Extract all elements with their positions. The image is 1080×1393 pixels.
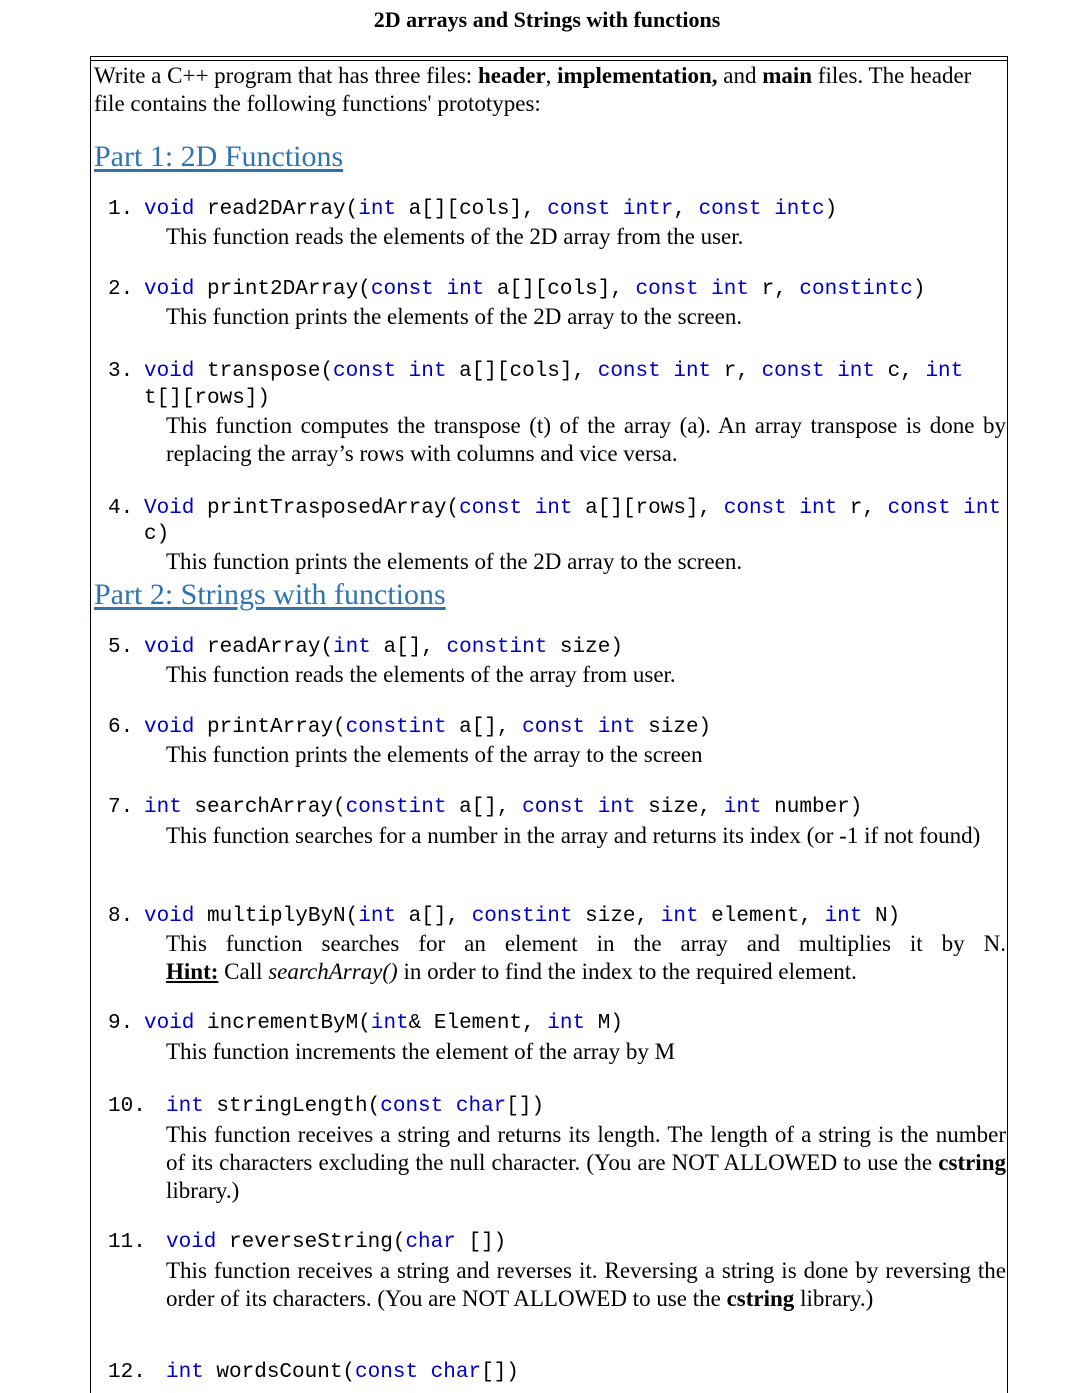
description-line: This function searches for an element in the array and multiplies it by N. (166, 931, 1006, 956)
code-keyword: int (166, 1361, 204, 1384)
code-text (787, 497, 800, 520)
code-text (396, 360, 409, 383)
code-text: []) (481, 1361, 519, 1384)
intro-text: files. The header file contains the following functions' prototypes: (94, 63, 972, 116)
code-text: reverseString( (216, 1231, 406, 1254)
code-text (418, 1361, 431, 1384)
item-number: 3. (108, 360, 134, 383)
code-text: searchArray( (181, 796, 346, 819)
description-text: library.) (166, 1178, 240, 1203)
code-text: print2DArray( (194, 278, 371, 301)
code-keyword: const (597, 360, 661, 383)
intro-text: and (717, 63, 763, 88)
function-description: This function prints the elements of the 2D array to the screen. (166, 549, 743, 574)
code-text: r, (711, 360, 762, 383)
code-keyword: Void (144, 497, 195, 520)
code-text (443, 1095, 456, 1118)
code-text: []) (455, 1231, 507, 1254)
code-text: a[][rows], (572, 497, 724, 520)
item-number: 2. (108, 278, 134, 301)
code-keyword: int (358, 905, 397, 928)
code-keyword: int (166, 1095, 204, 1118)
code-keyword: int (446, 278, 485, 301)
code-keyword: char (455, 1095, 507, 1118)
code-text: transpose( (194, 360, 334, 383)
item-number: 12. (108, 1361, 146, 1384)
code-text: , (673, 198, 699, 221)
description-text: library.) (794, 1286, 874, 1311)
code-text: ) (912, 278, 926, 301)
code-text: c, (875, 360, 926, 383)
code-keyword: constint (345, 716, 447, 739)
code-text: a[][cols], (484, 278, 636, 301)
function-description: This function reads the elements of the 2D array from the user. (166, 224, 744, 249)
code-keyword: void (144, 1012, 195, 1035)
code-keyword: intc (774, 198, 825, 221)
code-text: multiplyByN( (194, 905, 359, 928)
function-description (166, 930, 1006, 986)
code-keyword: const (698, 198, 762, 221)
code-keyword: int (925, 360, 964, 383)
item-number: 9. (108, 1012, 134, 1035)
description-text: This function receives a string and returns its length. The length of a string is the number of its characters excluding the null character. (You are NOT ALLOWED to use the (166, 1122, 1006, 1175)
hint-line (166, 958, 1006, 986)
code-text (951, 497, 964, 520)
code-keyword: int (333, 636, 371, 659)
code-keyword: const (370, 278, 434, 301)
function-prototype (166, 1093, 544, 1121)
code-text (661, 360, 674, 383)
code-keyword: void (144, 360, 195, 383)
code-keyword: int (408, 360, 447, 383)
intro-paragraph (94, 62, 1006, 118)
intro-bold-header: header (477, 63, 546, 88)
code-text: a[], (446, 796, 523, 819)
code-keyword: const (459, 497, 523, 520)
code-text (699, 278, 712, 301)
code-text (762, 198, 775, 221)
code-keyword: intr (622, 198, 674, 221)
code-keyword: const (522, 796, 586, 819)
code-text: a[], (446, 716, 523, 739)
hint-label: Hint: (166, 959, 219, 984)
frame-border-left (90, 56, 91, 1393)
item-number: 6. (108, 716, 134, 739)
code-text: incrementByM( (194, 1012, 371, 1035)
code-keyword: char (405, 1231, 456, 1254)
function-prototype-continued: t[][rows]) (144, 387, 271, 410)
code-text: read2DArray( (194, 198, 359, 221)
code-text (825, 360, 838, 383)
code-text: r, (748, 278, 800, 301)
code-keyword: const (380, 1095, 444, 1118)
function-prototype (144, 903, 900, 931)
code-text: printTrasposedArray( (194, 497, 460, 520)
code-keyword: const (887, 497, 951, 520)
code-keyword: const (355, 1361, 419, 1384)
item-number: 7. (108, 796, 134, 819)
hint-text: in order to find the index to the required element. (397, 959, 857, 984)
code-keyword: const (723, 497, 787, 520)
item-number: 5. (108, 636, 134, 659)
code-keyword: void (144, 278, 195, 301)
code-keyword: int (963, 497, 1002, 520)
code-keyword: void (144, 905, 195, 928)
code-keyword: int (723, 796, 762, 819)
title-rule (90, 56, 1008, 61)
function-prototype (144, 1010, 623, 1038)
function-prototype (144, 634, 623, 662)
code-keyword: char (430, 1361, 482, 1384)
code-keyword: int (597, 796, 636, 819)
document-title: 2D arrays and Strings with functions (373, 7, 721, 32)
code-keyword: constintc (799, 278, 913, 301)
code-keyword: const (522, 716, 586, 739)
code-text: M) (585, 1012, 623, 1035)
code-keyword: const (761, 360, 825, 383)
code-text (585, 716, 598, 739)
hint-text: Call (218, 959, 269, 984)
function-prototype (166, 1359, 519, 1387)
code-text: N) (862, 905, 901, 928)
frame-border-right (1007, 56, 1008, 1393)
code-keyword: int (660, 905, 699, 928)
function-prototype (144, 358, 963, 386)
code-text: ) (824, 198, 838, 221)
function-prototype (144, 495, 1001, 523)
code-text: r, (837, 497, 888, 520)
item-number: 11. (108, 1231, 146, 1254)
code-keyword: const (333, 360, 397, 383)
code-keyword: int (534, 497, 573, 520)
function-prototype (144, 794, 862, 822)
function-description: This function prints the elements of the array to the screen (166, 742, 703, 767)
function-prototype (144, 276, 925, 304)
function-description: This function computes the transpose (t) of the array (a). An array transpose is done by replacing the array’s rows with columns and vice versa. (166, 413, 1006, 466)
intro-bold-main: main (762, 63, 813, 88)
code-text: a[][cols], (396, 198, 548, 221)
code-keyword: const (635, 278, 699, 301)
part1-heading: Part 1: 2D Functions (94, 140, 344, 173)
code-keyword: int (370, 1012, 409, 1035)
function-description: This function increments the element of the array by M (166, 1039, 676, 1064)
function-prototype (144, 714, 711, 742)
item-number: 4. (108, 497, 134, 520)
code-keyword: void (144, 198, 195, 221)
function-description: This function prints the elements of the 2D array to the screen. (166, 304, 743, 329)
item-number: 10. (108, 1095, 146, 1118)
code-keyword: int (597, 716, 636, 739)
code-text (434, 278, 447, 301)
code-text: size) (635, 716, 712, 739)
code-text: number) (761, 796, 863, 819)
code-text: stringLength( (203, 1095, 381, 1118)
function-prototype (144, 196, 837, 224)
code-keyword: void (144, 716, 195, 739)
code-keyword: void (166, 1231, 217, 1254)
code-text: printArray( (194, 716, 346, 739)
code-text: a[], (396, 905, 472, 928)
function-description (166, 1121, 1006, 1205)
code-text: size) (547, 636, 623, 659)
code-text: readArray( (194, 636, 334, 659)
function-prototype (166, 1229, 506, 1257)
description-bold: cstring (938, 1150, 1006, 1175)
code-text: element, (698, 905, 825, 928)
description-text: This function receives a string and reverses it. Reversing a string is done by reversing the order of its characters. (You are NOT ALLOWED to use the (166, 1258, 1006, 1311)
code-keyword: int (547, 1012, 586, 1035)
function-description: This function reads the elements of the array from user. (166, 662, 676, 687)
code-text: a[], (370, 636, 447, 659)
code-keyword: int (144, 796, 182, 819)
function-prototype-continued: c) (144, 523, 170, 546)
function-description (166, 1257, 1006, 1313)
code-text: size, (635, 796, 724, 819)
description-bold: cstring (726, 1286, 795, 1311)
code-text (610, 198, 623, 221)
item-number: 1. (108, 198, 134, 221)
code-keyword: int (673, 360, 712, 383)
code-keyword: void (144, 636, 195, 659)
function-description: This function searches for a number in the array and returns its index (or -1 if not found) (166, 823, 981, 848)
code-keyword: int (837, 360, 876, 383)
code-keyword: constint (345, 796, 447, 819)
code-keyword: constint (446, 636, 548, 659)
code-text: []) (506, 1095, 545, 1118)
code-text: & Element, (408, 1012, 548, 1035)
code-keyword: int (711, 278, 749, 301)
code-keyword: const (547, 198, 611, 221)
intro-text: Write a C++ program that has three files: (94, 63, 478, 88)
code-text (522, 497, 535, 520)
code-keyword: int (799, 497, 838, 520)
code-text: wordsCount( (203, 1361, 356, 1384)
code-keyword: constint (471, 905, 573, 928)
hint-function-name: searchArray() (268, 959, 398, 984)
code-text: size, (572, 905, 661, 928)
code-keyword: int (824, 905, 863, 928)
part2-heading: Part 2: Strings with functions (94, 578, 446, 611)
code-keyword: int (358, 198, 397, 221)
item-number: 8. (108, 905, 134, 928)
code-text (585, 796, 598, 819)
intro-bold-implementation: implementation, (557, 63, 718, 88)
code-text: a[][cols], (446, 360, 598, 383)
intro-text: , (545, 63, 558, 88)
